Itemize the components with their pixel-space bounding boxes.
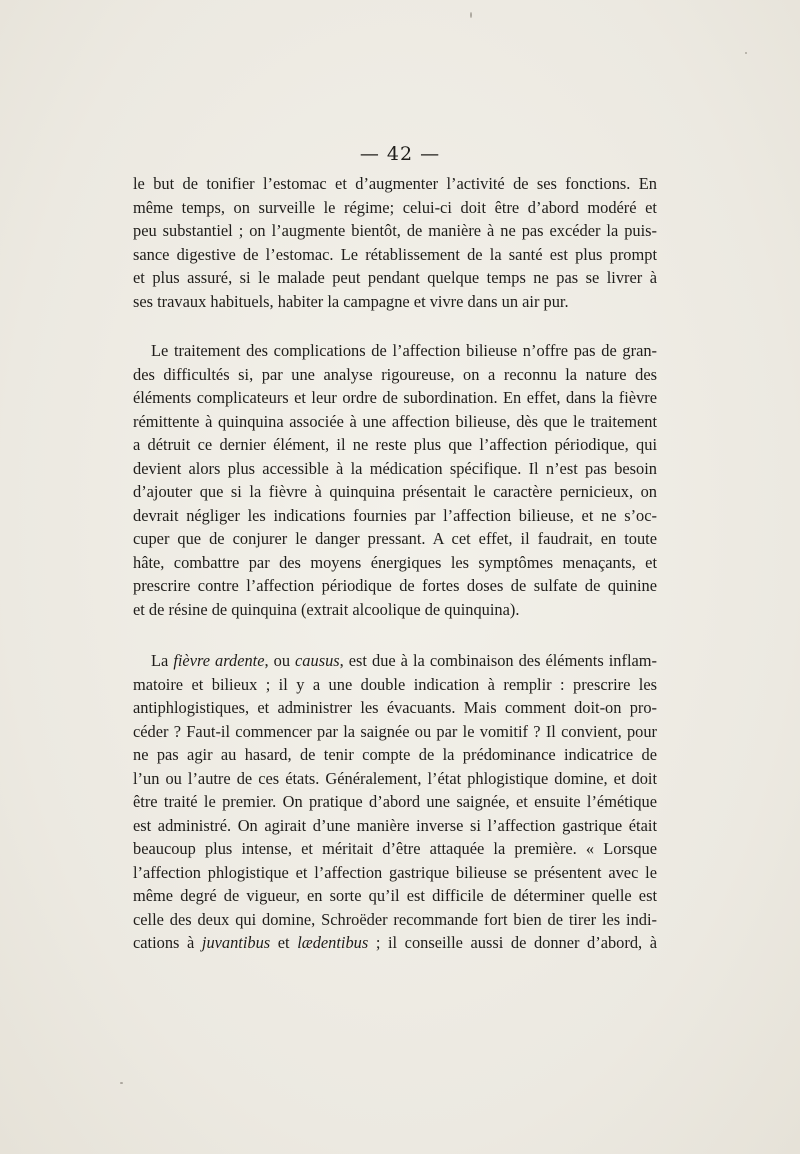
text-line: même degré de vigueur, en sorte qu’il est difficile de déterminer quelle est <box>133 886 657 905</box>
text-line: celle des deux qui domine, Schroëder recommande fort bien de tirer les indi- <box>133 909 657 929</box>
text-line: éléments complicateurs et leur ordre de subordination. En effet, dans la fièvre <box>133 388 657 407</box>
paper-speck <box>470 12 472 18</box>
text-line: peu substantiel ; on l’augmente bientôt, de manière à ne pas excéder la puis- <box>133 221 657 240</box>
text-line: cations à juvantibus et lædentibus ; il conseille aussi de donner d’abord, à <box>133 933 657 952</box>
page-number: — 42 — <box>359 143 441 165</box>
paper-speck <box>120 1082 123 1084</box>
paragraph-2 <box>133 339 657 621</box>
text-line: devrait négliger les indications fournies par l’affection bilieuse, et ne s’oc- <box>133 505 657 525</box>
paragraph-1 <box>133 172 657 313</box>
paragraph-3 <box>133 649 657 955</box>
text-line: être traité le premier. On pratique d’abord une saignée, et ensuite l’émétique <box>133 792 657 811</box>
text-line: antiphlogistiques, et administrer les évacuants. Mais comment doit-on pro- <box>133 698 657 717</box>
text-line: le but de tonifier l’estomac et d’augmenter l’activité de ses fonctions. En <box>133 174 657 193</box>
text-line: matoire et bilieux ; il y a une double indication à remplir : prescrire les <box>133 674 657 694</box>
text-line: céder ? Faut-il commencer par la saignée ou par le vomitif ? Il convient, pour <box>133 721 657 741</box>
text-line: cuper que de conjurer le danger pressant. A cet effet, il faudrait, en toute <box>133 529 657 548</box>
text-line: ne pas agir au hasard, de tenir compte de la prédominance indicatrice de <box>133 745 657 764</box>
text-line: sance digestive de l’estomac. Le rétablissement de la santé est plus prompt <box>133 244 657 264</box>
text-line: rémittente à quinquina associée à une affection bilieuse, dès que le traitement <box>133 411 657 431</box>
text-line: prescrire contre l’affection périodique de fortes doses de sulfate de quinine <box>133 576 657 595</box>
text-line: des difficultés si, par une analyse rigoureuse, on a reconnu la nature des <box>133 364 657 384</box>
text-line: beaucoup plus intense, et méritait d’être attaquée la première. « Lorsque <box>133 839 657 858</box>
text-line: ses travaux habituels, habiter la campagne et vivre dans un air pur. <box>133 291 569 311</box>
paper-speck <box>745 52 747 54</box>
text-line: d’ajouter que si la fièvre à quinquina présentait le caractère pernicieux, on <box>133 482 657 501</box>
text-line: La fièvre ardente, ou causus, est due à la combinaison des éléments inflam- <box>151 651 657 670</box>
text-line: devient alors plus accessible à la médication spécifique. Il n’est pas besoin <box>133 458 657 478</box>
text-line: a détruit ce dernier élément, il ne reste plus que l’affection périodique, qui <box>133 435 657 454</box>
text-line: et plus assuré, si le malade peut pendant quelque temps ne pas se livrer à <box>133 268 657 287</box>
text-line: l’affection phlogistique et l’affection gastrique bilieuse se présentent avec le <box>133 862 657 882</box>
text-line: Le traitement des complications de l’affection bilieuse n’offre pas de gran- <box>151 341 657 360</box>
text-line: est administré. On agirait d’une manière inverse si l’affection gastrique était <box>133 815 657 835</box>
text-line: hâte, combattre par des moyens énergiques les symptômes menaçants, et <box>133 552 657 572</box>
text-line: et de résine de quinquina (extrait alcoolique de quinquina). <box>133 599 520 619</box>
text-line: même temps, on surveille le régime; celui-ci doit être d’abord modéré et <box>133 197 657 217</box>
body-text <box>133 172 657 955</box>
text-line: l’un ou l’autre de ces états. Généralement, l’état phlogistique domine, et doit <box>133 768 657 788</box>
